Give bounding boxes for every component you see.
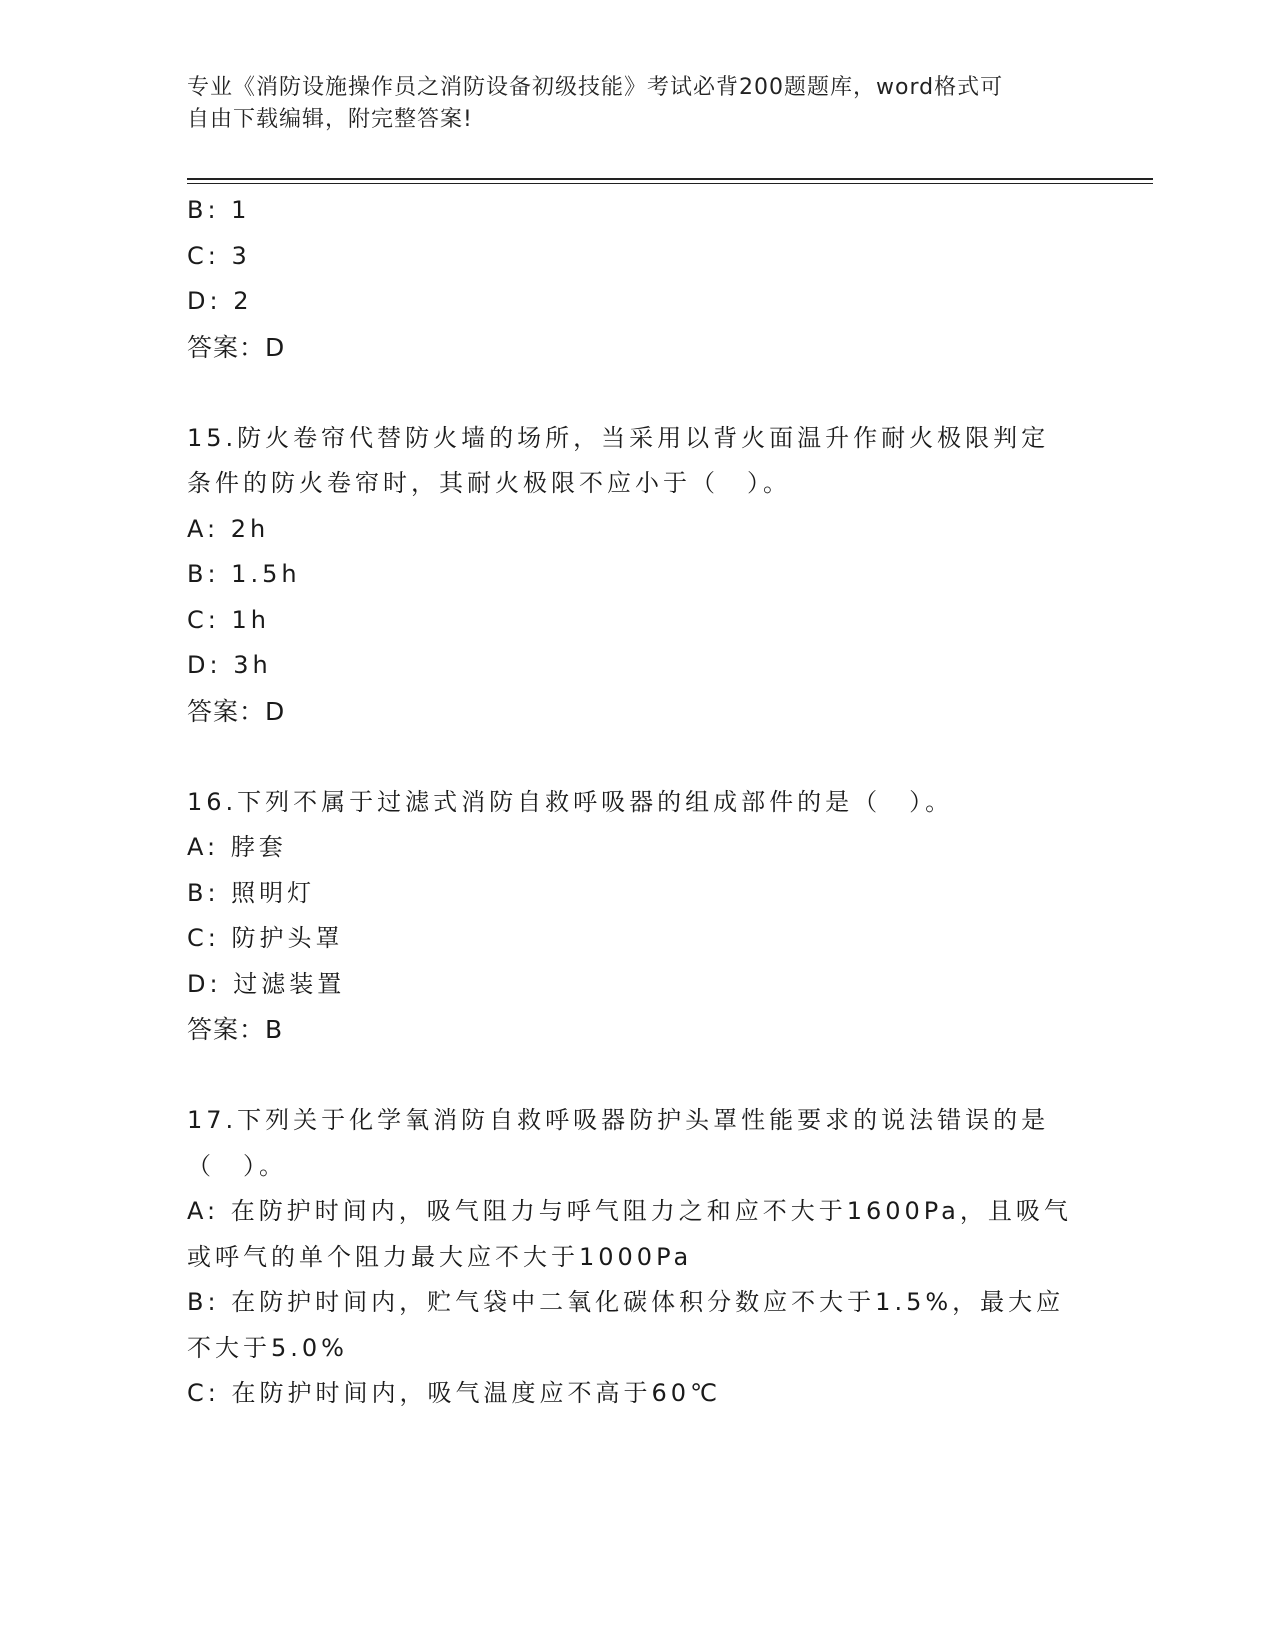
q16-option-a: A: 脖套 — [187, 833, 287, 861]
q15-answer: 答案：D — [187, 696, 286, 726]
q15-stem-line-1: 15.防火卷帘代替防火墙的场所，当采用以背火面温升作耐火极限判定 — [187, 423, 1050, 452]
question-17-block — [187, 1098, 1087, 1417]
spacer — [187, 370, 1087, 416]
q16-option-b: B: 照明灯 — [187, 878, 316, 907]
q17-option-a-line-1: A: 在防护时间内，吸气阻力与呼气阻力之和应不大于1600Pa，且吸气 — [187, 1197, 1072, 1225]
q15-option-b: B: 1.5h — [187, 560, 301, 588]
q17-option-a-line-2: 或呼气的单个阻力最大应不大于1000Pa — [187, 1242, 693, 1271]
q17-stem-line-2: （ ）。 — [187, 1151, 287, 1180]
q16-option-d: D: 过滤装置 — [187, 969, 346, 998]
header-divider-thick — [187, 178, 1153, 180]
q15-option-d: D: 3h — [187, 651, 272, 679]
q14-option-d: D: 2 — [187, 287, 253, 315]
question-16-block — [187, 780, 1087, 1053]
header-title-line-2: 自由下载编辑，附完整答案! — [187, 107, 473, 132]
header-divider-thin — [187, 183, 1153, 184]
q17-option-b-line-1: B: 在防护时间内，贮气袋中二氧化碳体积分数应不大于1.5%，最大应 — [187, 1288, 1065, 1316]
q17-stem-line-1: 17.下列关于化学氧消防自救呼吸器防护头罩性能要求的说法错误的是 — [187, 1106, 1050, 1134]
header-title-line-1: 专业《消防设施操作员之消防设备初级技能》考试必背200题题库，word格式可 — [187, 75, 1004, 100]
question-content — [187, 188, 1087, 1417]
q16-option-c: C: 防护头罩 — [187, 924, 344, 952]
spacer — [187, 1053, 1087, 1099]
q15-stem-line-2: 条件的防火卷帘时，其耐火极限不应小于（ ）。 — [187, 469, 791, 497]
spacer — [187, 734, 1087, 780]
question-14-block — [187, 188, 1087, 370]
q17-option-c: C: 在防护时间内，吸气温度应不高于60℃ — [187, 1379, 721, 1407]
q14-option-c: C: 3 — [187, 241, 251, 270]
document-header — [187, 72, 1067, 136]
q17-option-b-line-2: 不大于5.0% — [187, 1333, 348, 1362]
q16-answer: 答案：B — [187, 1015, 284, 1044]
q14-option-b: B: 1 — [187, 196, 251, 224]
question-15-block — [187, 416, 1087, 735]
q16-stem: 16.下列不属于过滤式消防自救呼吸器的组成部件的是（ ）。 — [187, 787, 954, 816]
q14-answer: 答案：D — [187, 332, 286, 362]
q15-option-c: C: 1h — [187, 605, 270, 634]
q15-option-a: A: 2h — [187, 514, 270, 543]
